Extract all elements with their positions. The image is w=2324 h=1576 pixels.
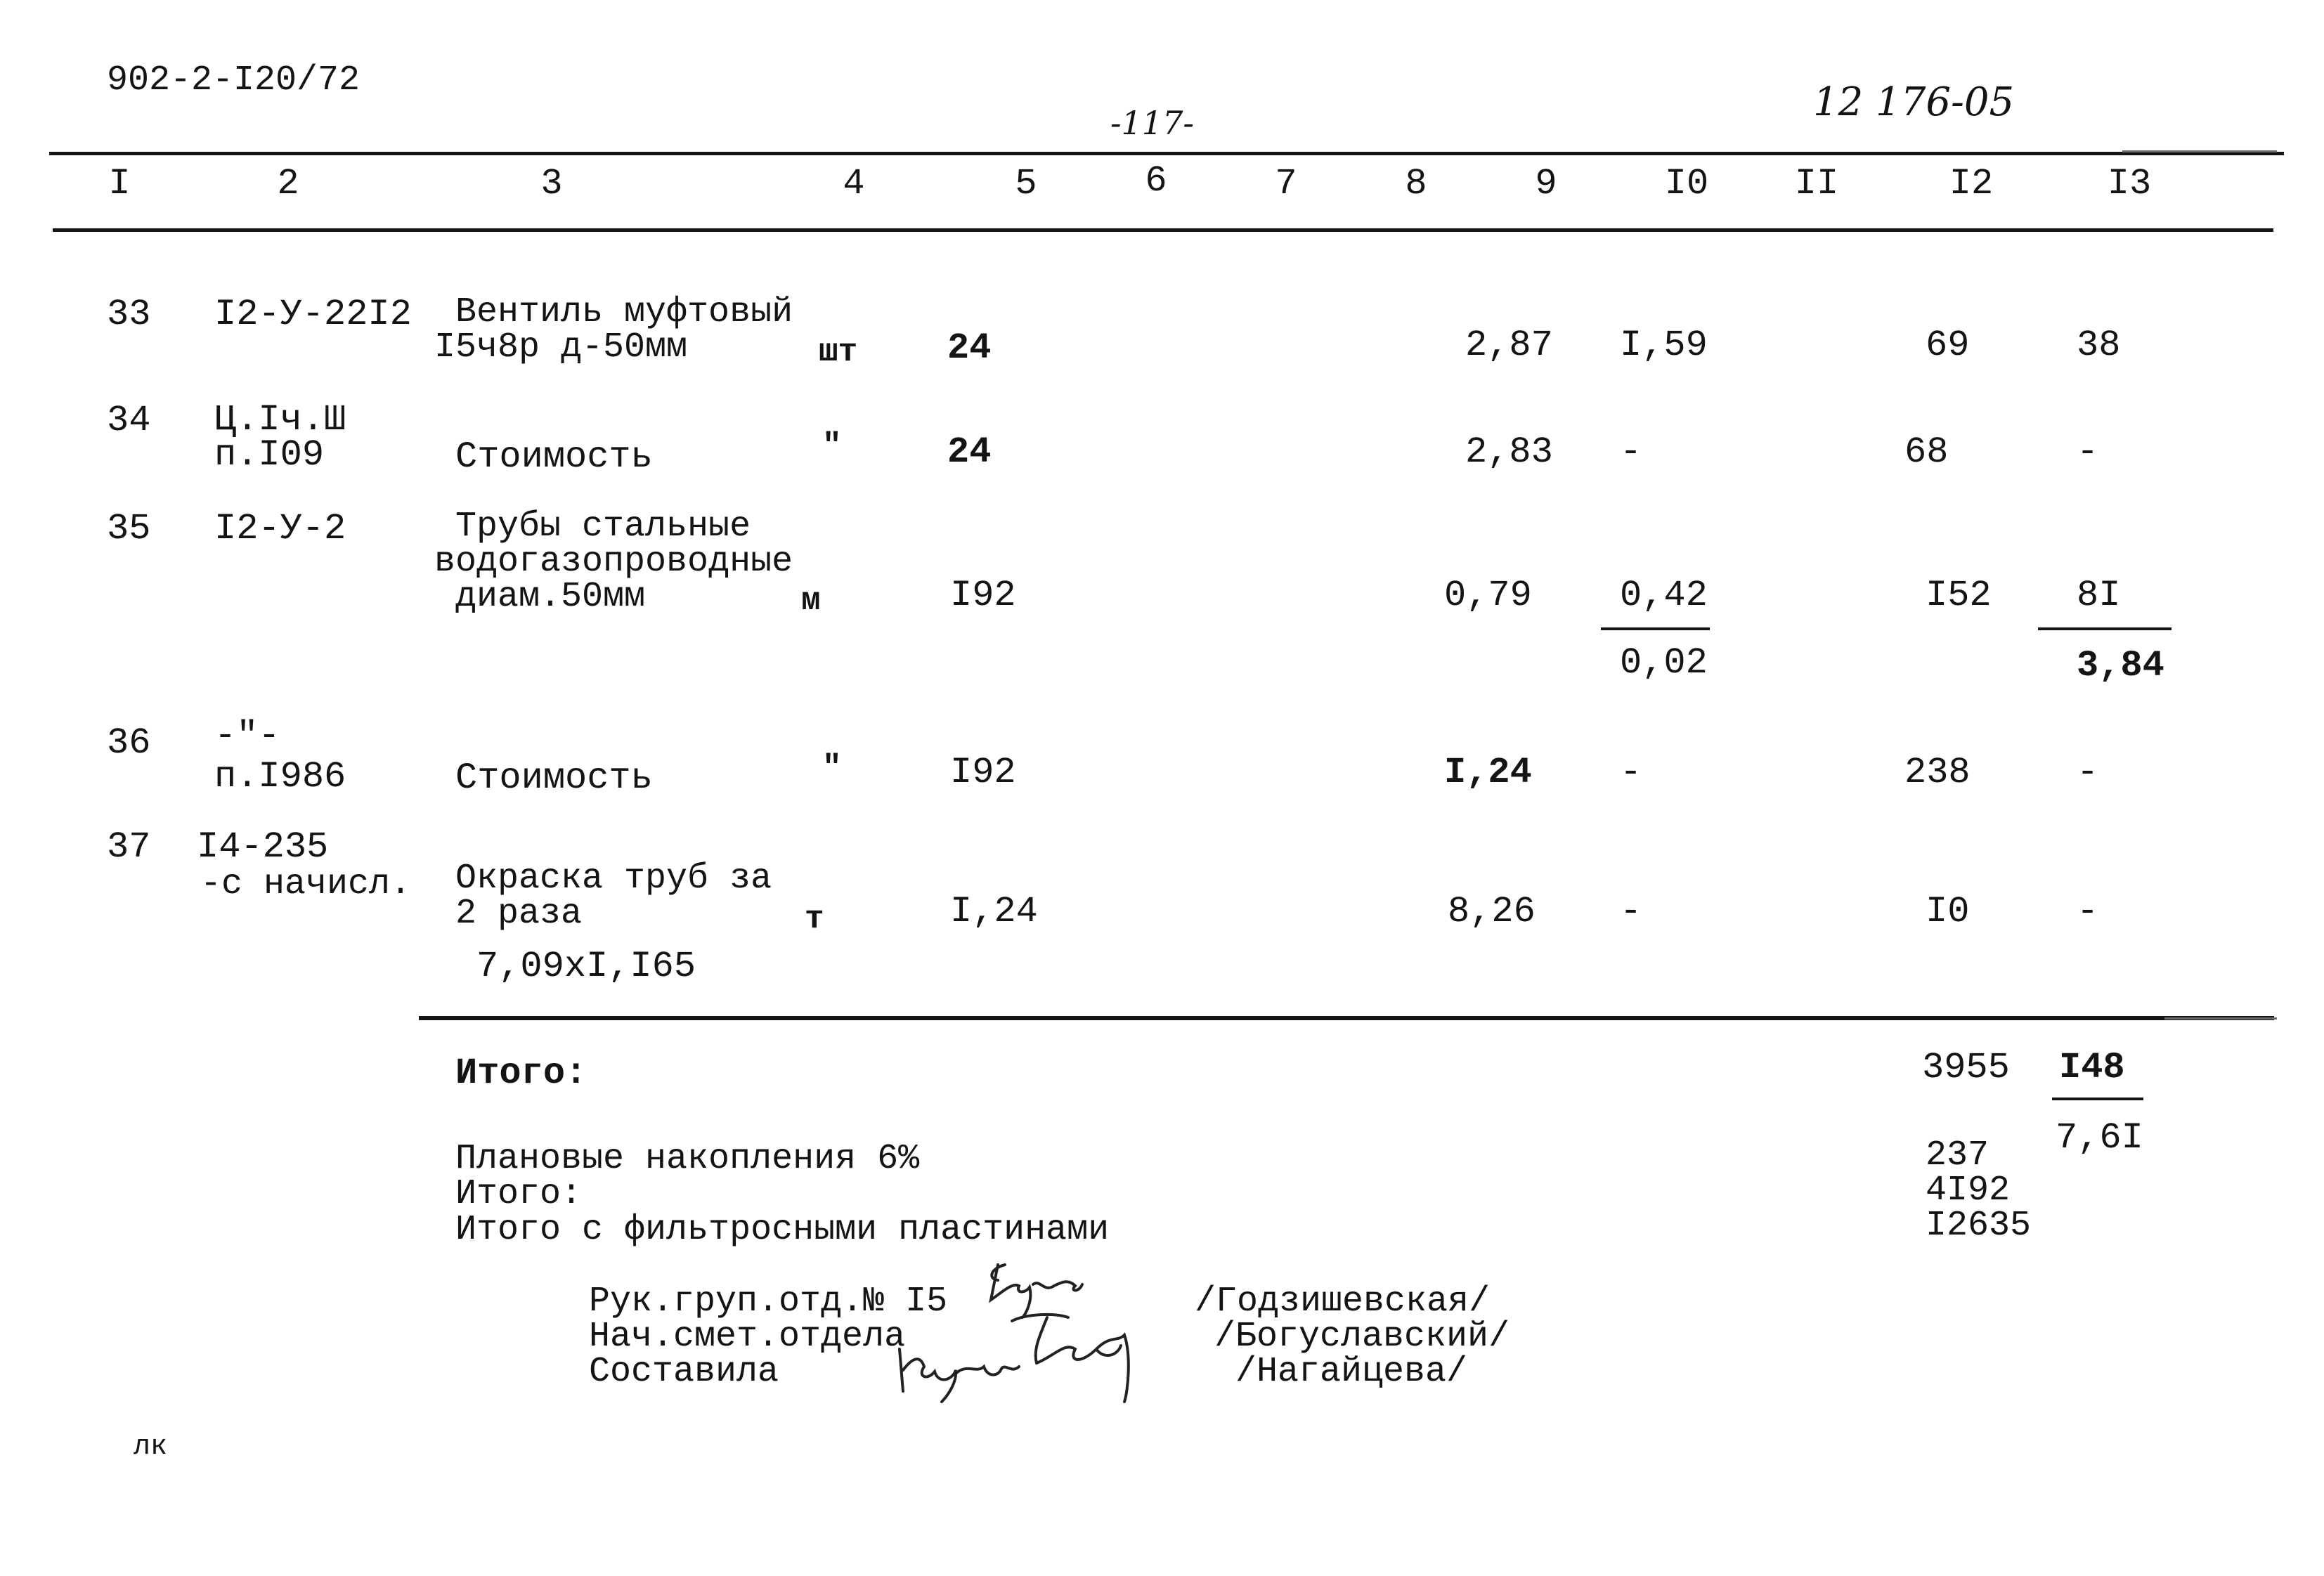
- itogo2-label: Итого:: [455, 1174, 583, 1214]
- row-col10: 0,42: [1620, 575, 1708, 616]
- signature-name: /Годзишевская/: [1195, 1282, 1491, 1322]
- row-number: 33: [107, 294, 151, 335]
- totals-rule-tail: [2164, 1017, 2277, 1020]
- handwritten-signatures: [885, 1251, 1209, 1412]
- row-unit: т: [805, 901, 824, 937]
- itogo-col13-sub: 7,6I: [2056, 1117, 2143, 1159]
- row-name-line: Трубы стальные: [455, 507, 751, 547]
- column-header: 8: [1405, 163, 1427, 204]
- row-name-line: 7,09хI,I65: [476, 946, 696, 987]
- row-code: -"-: [214, 715, 280, 757]
- row-col10-sub: 0,02: [1620, 642, 1708, 684]
- row-name-line: I5ч8р д-50мм: [434, 327, 688, 367]
- row-col9: 8,26: [1448, 891, 1536, 932]
- row-unit: ": [822, 428, 842, 464]
- column-header: 4: [843, 163, 865, 204]
- row-number: 36: [107, 722, 151, 764]
- fraction-rule: [2052, 1098, 2143, 1100]
- row-col13: -: [2077, 431, 2099, 473]
- row-col9: 2,87: [1465, 325, 1553, 366]
- column-header: II: [1794, 163, 1839, 204]
- itogo2-value: 4I92: [1926, 1171, 2011, 1211]
- row-name-line: водогазопроводные: [434, 542, 793, 582]
- row-col12: I52: [1926, 575, 1992, 616]
- row-col10: I,59: [1620, 325, 1708, 366]
- column-header: 5: [1015, 163, 1037, 204]
- row-col13: -: [2077, 752, 2099, 793]
- row-unit: ": [822, 750, 842, 786]
- row-col12: 68: [1904, 431, 1949, 473]
- row-col12: I0: [1926, 891, 1970, 932]
- itogo-label: Итого:: [455, 1053, 588, 1094]
- header-bottom-rule: [53, 228, 2273, 232]
- row-code: I2-У-22I2: [214, 294, 412, 335]
- row-col12: 238: [1904, 752, 1971, 793]
- row-quantity: 24: [947, 431, 992, 473]
- itogo-filter-label: Итого с фильтросными пластинами: [455, 1210, 1110, 1250]
- row-unit: м: [801, 582, 821, 619]
- row-name-line: Окраска труб за: [455, 859, 772, 899]
- footer-mark: лк: [134, 1431, 168, 1463]
- row-quantity: I92: [950, 752, 1016, 793]
- row-col13: 38: [2077, 325, 2121, 366]
- itogo-filter-value: I2635: [1926, 1206, 2032, 1246]
- row-col10: -: [1620, 752, 1642, 793]
- row-name-line: Стоимость: [455, 436, 653, 478]
- row-code: I2-У-2: [214, 508, 346, 549]
- column-header: 3: [540, 163, 563, 204]
- row-col13: 8I: [2077, 575, 2121, 616]
- row-unit: шт: [819, 334, 858, 370]
- totals-rule: [419, 1016, 2274, 1020]
- row-col9: 0,79: [1444, 575, 1532, 616]
- row-col13: -: [2077, 891, 2099, 932]
- row-col10: -: [1620, 891, 1642, 932]
- row-code: -с начисл.: [200, 864, 412, 904]
- row-code: Ц.Iч.Ш: [214, 399, 346, 441]
- row-number: 35: [107, 508, 151, 549]
- row-col9: I,24: [1444, 752, 1532, 793]
- column-header: I3: [2107, 163, 2152, 204]
- row-col12: 69: [1926, 325, 1970, 366]
- signature-name: /Богуславский/: [1214, 1317, 1510, 1357]
- fraction-rule: [2038, 627, 2172, 630]
- itogo-col12: 3955: [1922, 1047, 2010, 1088]
- header-top-rule: [49, 152, 2284, 155]
- page-number: -117-: [1110, 104, 1194, 142]
- column-header: 6: [1145, 160, 1167, 202]
- planned-savings-label: Плановые накопления 6%: [455, 1139, 920, 1179]
- column-header: 9: [1535, 163, 1557, 204]
- row-name-line: 2 раза: [455, 894, 583, 934]
- row-name-line: Вентиль муфтовый: [455, 292, 793, 332]
- itogo-col13: I48: [2059, 1047, 2125, 1088]
- column-header: I0: [1664, 163, 1709, 204]
- row-name-line: диам.50мм: [455, 577, 646, 617]
- planned-savings-value: 237: [1926, 1135, 1989, 1176]
- document-code: 902-2-I20/72: [107, 60, 361, 100]
- header-top-rule-tail: [2122, 150, 2277, 152]
- row-name-line: Стоимость: [455, 757, 653, 799]
- signature-role: Рук.груп.отд.№ I5: [589, 1282, 948, 1322]
- row-quantity: 24: [947, 327, 992, 369]
- archive-stamp: 12 176-05: [1813, 79, 2015, 125]
- row-col13-sub: 3,84: [2077, 645, 2164, 686]
- signature-name: /Нагайцева/: [1235, 1352, 1468, 1392]
- column-header: 7: [1275, 163, 1297, 204]
- row-col10: -: [1620, 431, 1642, 473]
- row-col9: 2,83: [1465, 431, 1553, 473]
- row-code: I4-235: [197, 826, 329, 868]
- row-quantity: I,24: [950, 891, 1038, 932]
- row-code: п.I986: [214, 756, 346, 797]
- column-header: I2: [1949, 163, 1994, 204]
- column-header: 2: [277, 163, 299, 204]
- fraction-rule: [1601, 627, 1710, 630]
- signature-role: Составила: [589, 1352, 779, 1392]
- row-code: п.I09: [214, 434, 325, 476]
- row-number: 37: [107, 826, 151, 868]
- column-header: I: [108, 163, 131, 204]
- signature-role: Нач.смет.отдела: [589, 1317, 906, 1357]
- row-number: 34: [107, 400, 151, 441]
- row-quantity: I92: [950, 575, 1016, 616]
